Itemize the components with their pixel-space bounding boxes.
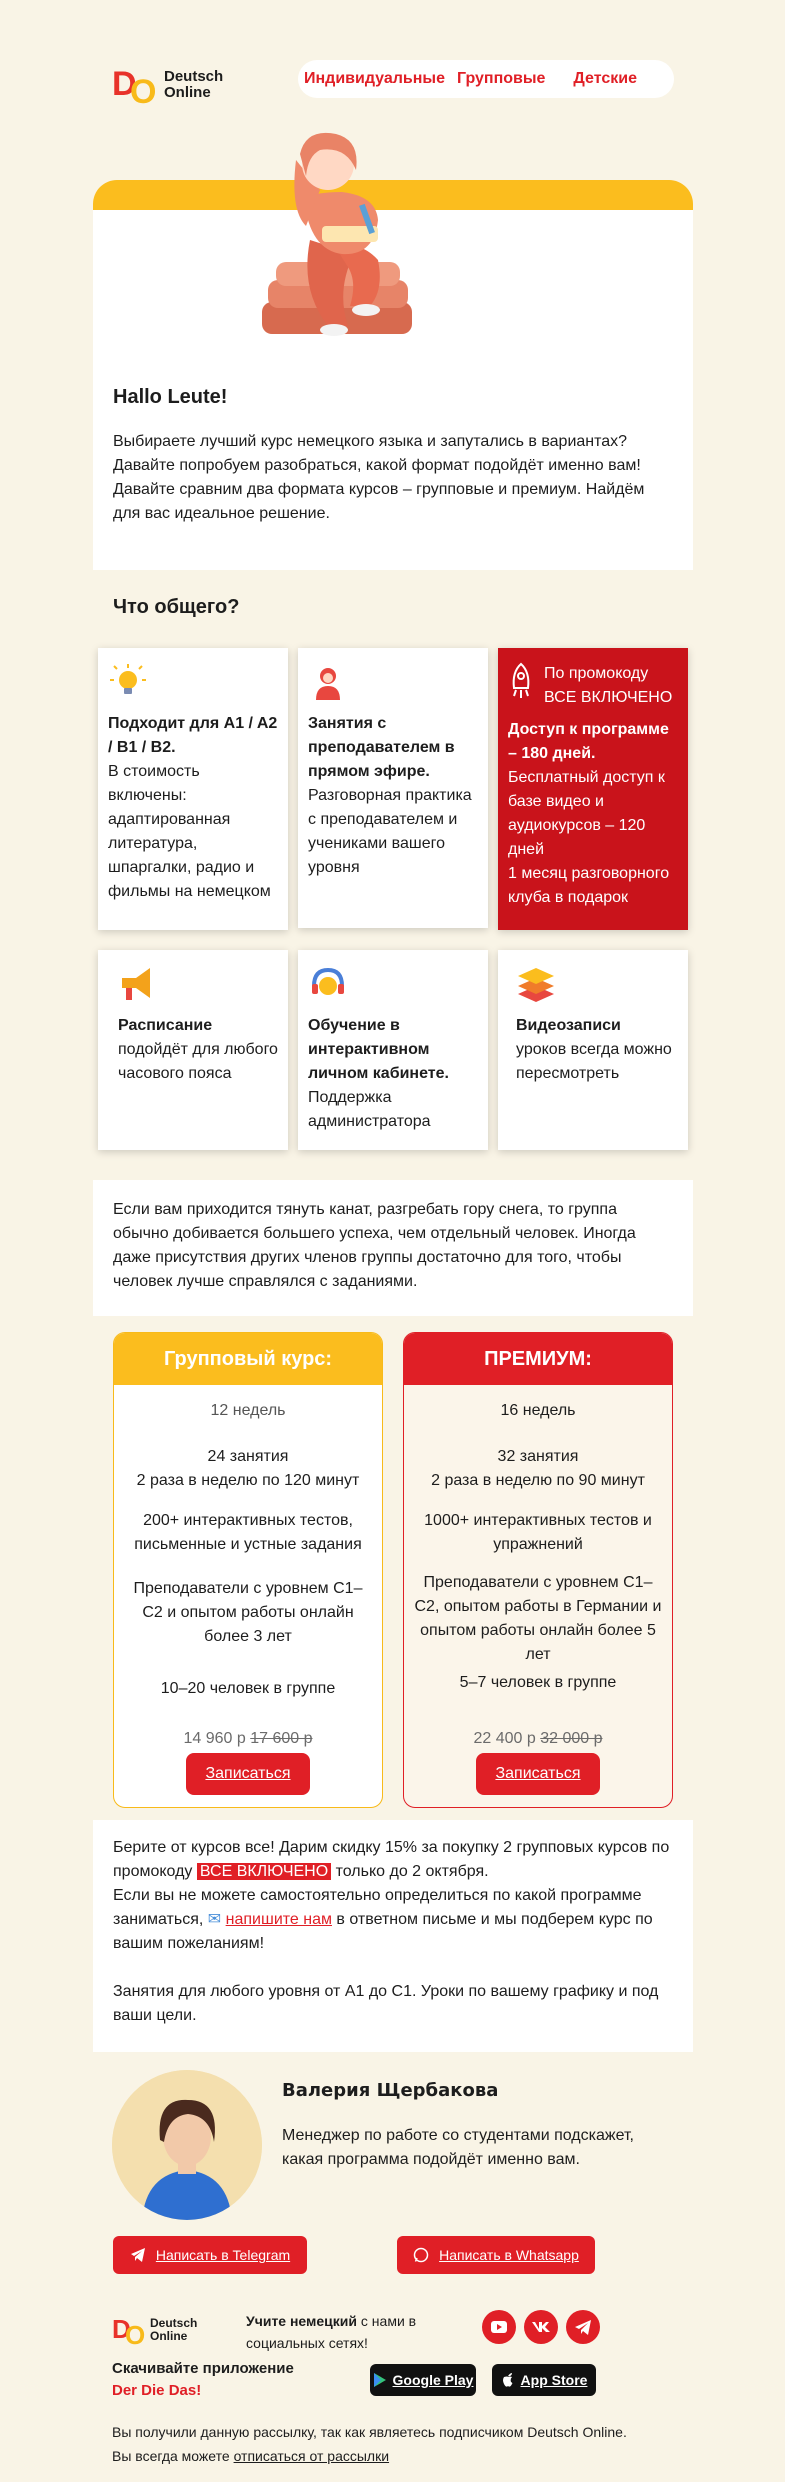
app-name: Der Die Das!	[112, 2382, 202, 2399]
price-current: 22 400 р	[473, 1730, 536, 1747]
plan-tests: 1000+ интерактивных тестов и упражнений	[424, 1512, 652, 1553]
logo-line1: Deutsch	[164, 68, 224, 85]
app-promo	[112, 2358, 294, 2402]
greeting: Hallo Leute!	[113, 386, 228, 408]
plan-group-size: 5–7 человек в группе	[459, 1674, 617, 1691]
feature-card-schedule	[98, 950, 288, 1150]
plan-weeks: 12 недель	[210, 1402, 286, 1419]
plan-tests: 200+ интерактивных тестов, письменные и устные задания	[134, 1512, 362, 1553]
feature-text: Поддержка администратора	[308, 1089, 431, 1130]
footer-logo[interactable]	[112, 2310, 232, 2350]
offer-help-text-end: в ответном письме и мы подберем курс по вашим пожеланиям!	[113, 1911, 653, 1952]
apple-icon	[501, 2372, 515, 2388]
plan-price	[404, 1727, 672, 1751]
plan-card-group	[113, 1332, 383, 1808]
whatsapp-icon	[413, 2247, 429, 2263]
vk-icon[interactable]	[524, 2310, 558, 2344]
google-play-button[interactable]	[370, 2364, 476, 2396]
feature-card-videos	[498, 950, 688, 1150]
telegram-button[interactable]	[113, 2236, 307, 2274]
plan-price	[114, 1727, 382, 1751]
intro-text	[113, 430, 673, 526]
telegram-button-label: Написать в Telegram	[155, 2247, 291, 2263]
feature-title: Обучение в интерактивном личном кабинете.	[308, 1017, 449, 1082]
feature-card-cabinet	[298, 950, 488, 1150]
feature-card-levels	[98, 648, 288, 930]
feature-text: Бесплатный доступ к базе видео и аудиокурсов – 120 дней	[508, 769, 665, 858]
plan-frequency: 2 раза в неделю по 90 минут	[431, 1472, 645, 1489]
teacher-icon	[308, 662, 348, 702]
feature-text: уроков всегда можно пересмотреть	[516, 1041, 672, 1082]
enroll-premium-button[interactable]: Записаться	[476, 1753, 600, 1795]
promo-text: По промокоду ВСЕ ВКЛЮЧЕНО	[544, 665, 673, 706]
app-store-label: App Store	[520, 2372, 588, 2388]
section-title-common: Что общего?	[113, 596, 240, 618]
envelope-icon: ✉	[207, 1911, 226, 1928]
price-current: 14 960 р	[183, 1730, 246, 1747]
plan-lessons: 24 занятия	[207, 1448, 289, 1465]
social-text-rest: с нами в социальных сетях!	[246, 2313, 417, 2351]
unsubscribe-link[interactable]: отписаться от рассылки	[233, 2448, 390, 2464]
plan-teachers: Преподаватели с уровнем С1– С2 и опытом работы онлайн более 3 лет	[133, 1580, 363, 1645]
plan-frequency: 2 раза в неделю по 120 минут	[136, 1472, 360, 1489]
google-play-label: Google Play	[392, 2372, 474, 2388]
nav-group[interactable]: Групповые	[457, 70, 546, 87]
feature-card-promo	[498, 648, 688, 930]
plan-weeks: 16 недель	[500, 1402, 576, 1419]
plan-card-premium	[403, 1332, 673, 1808]
feature-text: В стоимость включены: адаптированная литература, шпаргалки, радио и фильмы на немецком	[108, 763, 271, 900]
girl-reading-illustration	[250, 130, 450, 360]
avatar	[112, 2070, 262, 2220]
feature-title: Расписание	[118, 1017, 213, 1034]
rocket-icon	[508, 662, 534, 700]
logo[interactable]	[112, 60, 242, 110]
whatsapp-button[interactable]	[397, 2236, 595, 2274]
feature-text: подойдёт для любого часового пояса	[118, 1041, 278, 1082]
enroll-group-button[interactable]: Записаться	[186, 1753, 310, 1795]
logo-line2: Online	[150, 2329, 188, 2343]
telegram-icon[interactable]	[566, 2310, 600, 2344]
logo-mark-icon: D O	[112, 2314, 146, 2350]
nav-kids[interactable]: Детские	[573, 70, 637, 87]
offer-text: Берите от курсов все! Дарим скидку 15% за покупку 2 групповых курсов по промокоду	[113, 1839, 670, 1880]
subscription-notice: Вы получили данную рассылку, так как являетесь подписчиком Deutsch Online.	[112, 2424, 627, 2440]
plan-lessons: 32 занятия	[497, 1448, 579, 1465]
offer-section	[93, 1820, 693, 2052]
write-us-link[interactable]: напишите нам	[225, 1911, 332, 1928]
price-old: 17 600 р	[250, 1730, 313, 1747]
social-text	[246, 2310, 426, 2354]
offer-text-deadline: только до 2 октября.	[331, 1863, 489, 1880]
logo-line1: Deutsch	[150, 2316, 198, 2330]
logo-line2: Online	[164, 84, 211, 101]
lightbulb-icon	[108, 662, 148, 702]
promo-code: ВСЕ ВКЛЮЧЕНО	[197, 1863, 331, 1880]
manager-name: Валерия Щербакова	[282, 2080, 499, 2101]
feature-text-extra: 1 месяц разговорного клуба в подарок	[508, 865, 670, 906]
feature-title: Видеозаписи	[516, 1017, 621, 1034]
offer-levels-text: Занятия для любого уровня от A1 до C1. Уроки по вашему графику и под ваши цели.	[113, 1983, 659, 2024]
plan-teachers: Преподаватели с уровнем С1–С2, опытом работы в Германии и опытом работы онлайн более 5 лет	[414, 1574, 662, 1663]
plan-title: ПРЕМИУМ:	[404, 1333, 672, 1385]
plan-title: Групповый курс:	[114, 1333, 382, 1385]
youtube-icon[interactable]	[482, 2310, 516, 2344]
nav-bar	[298, 60, 674, 98]
headset-icon	[308, 964, 348, 1004]
layers-icon	[516, 964, 556, 1004]
price-old: 32 000 р	[540, 1730, 603, 1747]
social-text-bold: Учите немецкий	[246, 2313, 358, 2329]
feature-card-live	[298, 648, 488, 928]
footer-note	[112, 2420, 712, 2468]
group-quote: Если вам приходится тянуть канат, разгребать гору снега, то группа обычно добивается большего успеха, чем отдельный человек. Иногда даже присутствия других членов группы достаточно для того, чтобы человек лучше справлялся с заданиями.	[93, 1180, 693, 1316]
intro-paragraph-2: Давайте сравним два формата курсов – групповые и премиум. Найдём для вас идеальное решение.	[113, 481, 645, 522]
feature-title: Подходит для A1 / A2 / B1 / B2.	[108, 715, 278, 756]
logo-mark-icon: D O	[112, 65, 157, 111]
megaphone-icon	[118, 964, 158, 1004]
app-promo-line1: Скачивайте приложение	[112, 2360, 294, 2377]
whatsapp-button-label: Написать в Whatsapp	[439, 2247, 579, 2263]
unsubscribe-prefix: Вы всегда можете	[112, 2448, 234, 2464]
feature-text: Разговорная практика с преподавателем и учениками вашего уровня	[308, 787, 472, 876]
intro-paragraph-1: Выбираете лучший курс немецкого языка и запутались в вариантах? Давайте попробуем разобраться, какой формат подойдёт именно вам!	[113, 433, 641, 474]
google-play-icon	[373, 2372, 387, 2388]
nav-individual[interactable]: Индивидуальные	[304, 70, 445, 87]
feature-title: Занятия с преподавателем в прямом эфире.	[308, 715, 455, 780]
plan-group-size: 10–20 человек в группе	[160, 1680, 336, 1697]
feature-title: Доступ к программе – 180 дней.	[508, 721, 669, 762]
manager-text: Менеджер по работе со студентами подскажет, какая программа подойдёт именно вам.	[282, 2127, 634, 2168]
offer-help-text: Если вы не можете самостоятельно определиться по какой программе заниматься,	[113, 1887, 642, 1928]
app-store-button[interactable]	[492, 2364, 596, 2396]
telegram-icon	[130, 2247, 146, 2263]
